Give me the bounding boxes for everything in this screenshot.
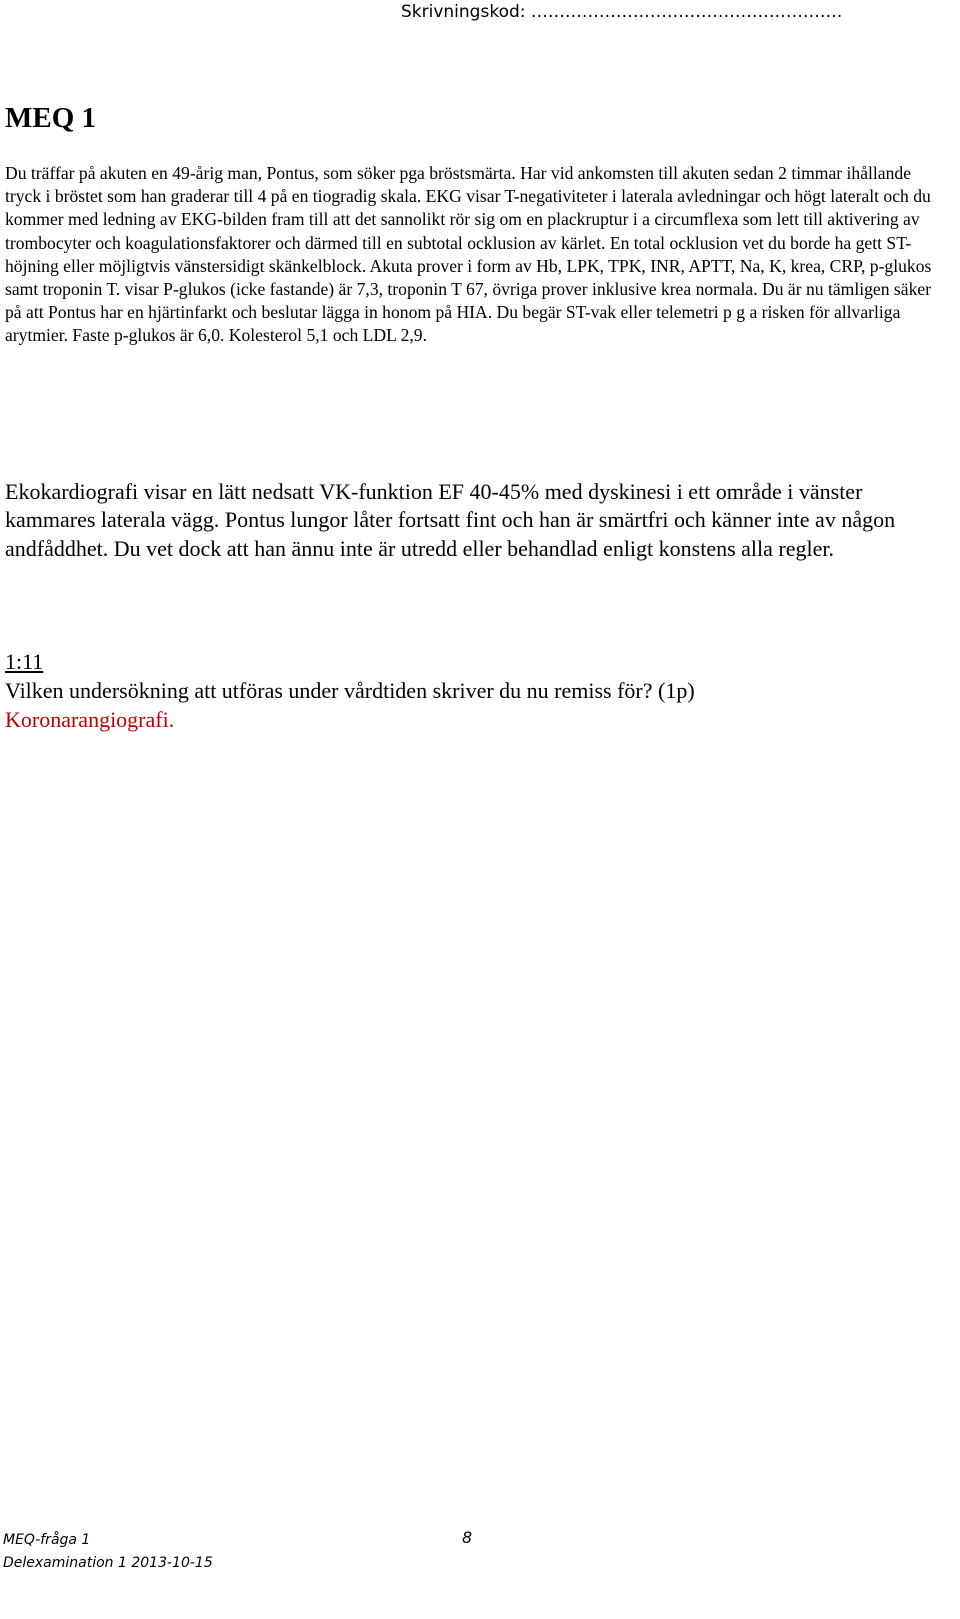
case-labs: Akuta prover i form av Hb, LPK, TPK, INR, APTT, Na, K, krea, CRP, p-glukos samt troponin T. visar P-glukos (icke fastande) är 7,3, troponin T 67, övriga prover inklusive krea normala. — [5, 255, 932, 300]
question-number: 1:11 — [5, 649, 44, 674]
case-description — [5, 162, 933, 348]
answer-text: Koronarangiografi. — [5, 707, 175, 732]
page-number: 8 — [462, 1528, 473, 1547]
case-occlusion: En total ocklusion vet du borde ha gett ST-höjning eller möjligtvis vänstersidigt skänkelblock. — [5, 232, 912, 276]
question-text: Vilken undersökning att utföras under vårdtiden skriver du nu remiss för? (1p) — [5, 678, 695, 703]
echo-paragraph: Ekokardiografi visar en lätt nedsatt VK-funktion EF 40-45% med dyskinesi i ett område i vänster kammares laterala vägg. Pontus lungor låter fortsatt fint och han är smärtfri och känner inte av någon andfåddhet. Du vet dock att han ännu inte är utredd eller behandlad enligt konstens alla regler. — [5, 479, 896, 561]
case-decision: Du är nu tämligen säker på att Pontus har en hjärtinfarkt och beslutar lägga in honom på HIA. — [5, 279, 932, 323]
case-ekg: EKG visar T-negativiteter i laterala avledningar och högt lateralt och du kommer med ledning av EKG-bilden fram till att det sannolikt rör sig om en plackruptur i a circumflexa som lett till aktivering av trombocyter och koagulationsfaktorer och därmed till en subtotal ocklusion av kärlet. — [5, 186, 931, 253]
question-block — [5, 647, 927, 734]
footer-info — [3, 1529, 213, 1575]
page-title: MEQ 1 — [5, 102, 97, 134]
case-intro: Du träffar på akuten en 49-årig man, Pontus, som söker pga bröstsmärta. Har vid ankomsten till akuten sedan 2 timmar ihållande tryck i bröstet som han graderar till 4 på en tiogradig skala. — [5, 163, 912, 207]
footer-question-label: MEQ-fråga 1 — [3, 1532, 91, 1548]
exam-code-label: Skrivningskod: ………………………………………………. — [401, 2, 843, 22]
footer-exam-date: Delexamination 1 2013-10-15 — [3, 1555, 213, 1571]
case-telemetry: Du begär ST-vak eller telemetri p g a risken för allvarliga arytmier. Faste p-glukos är 6,0. Kolesterol 5,1 och LDL 2,9. — [5, 302, 901, 346]
